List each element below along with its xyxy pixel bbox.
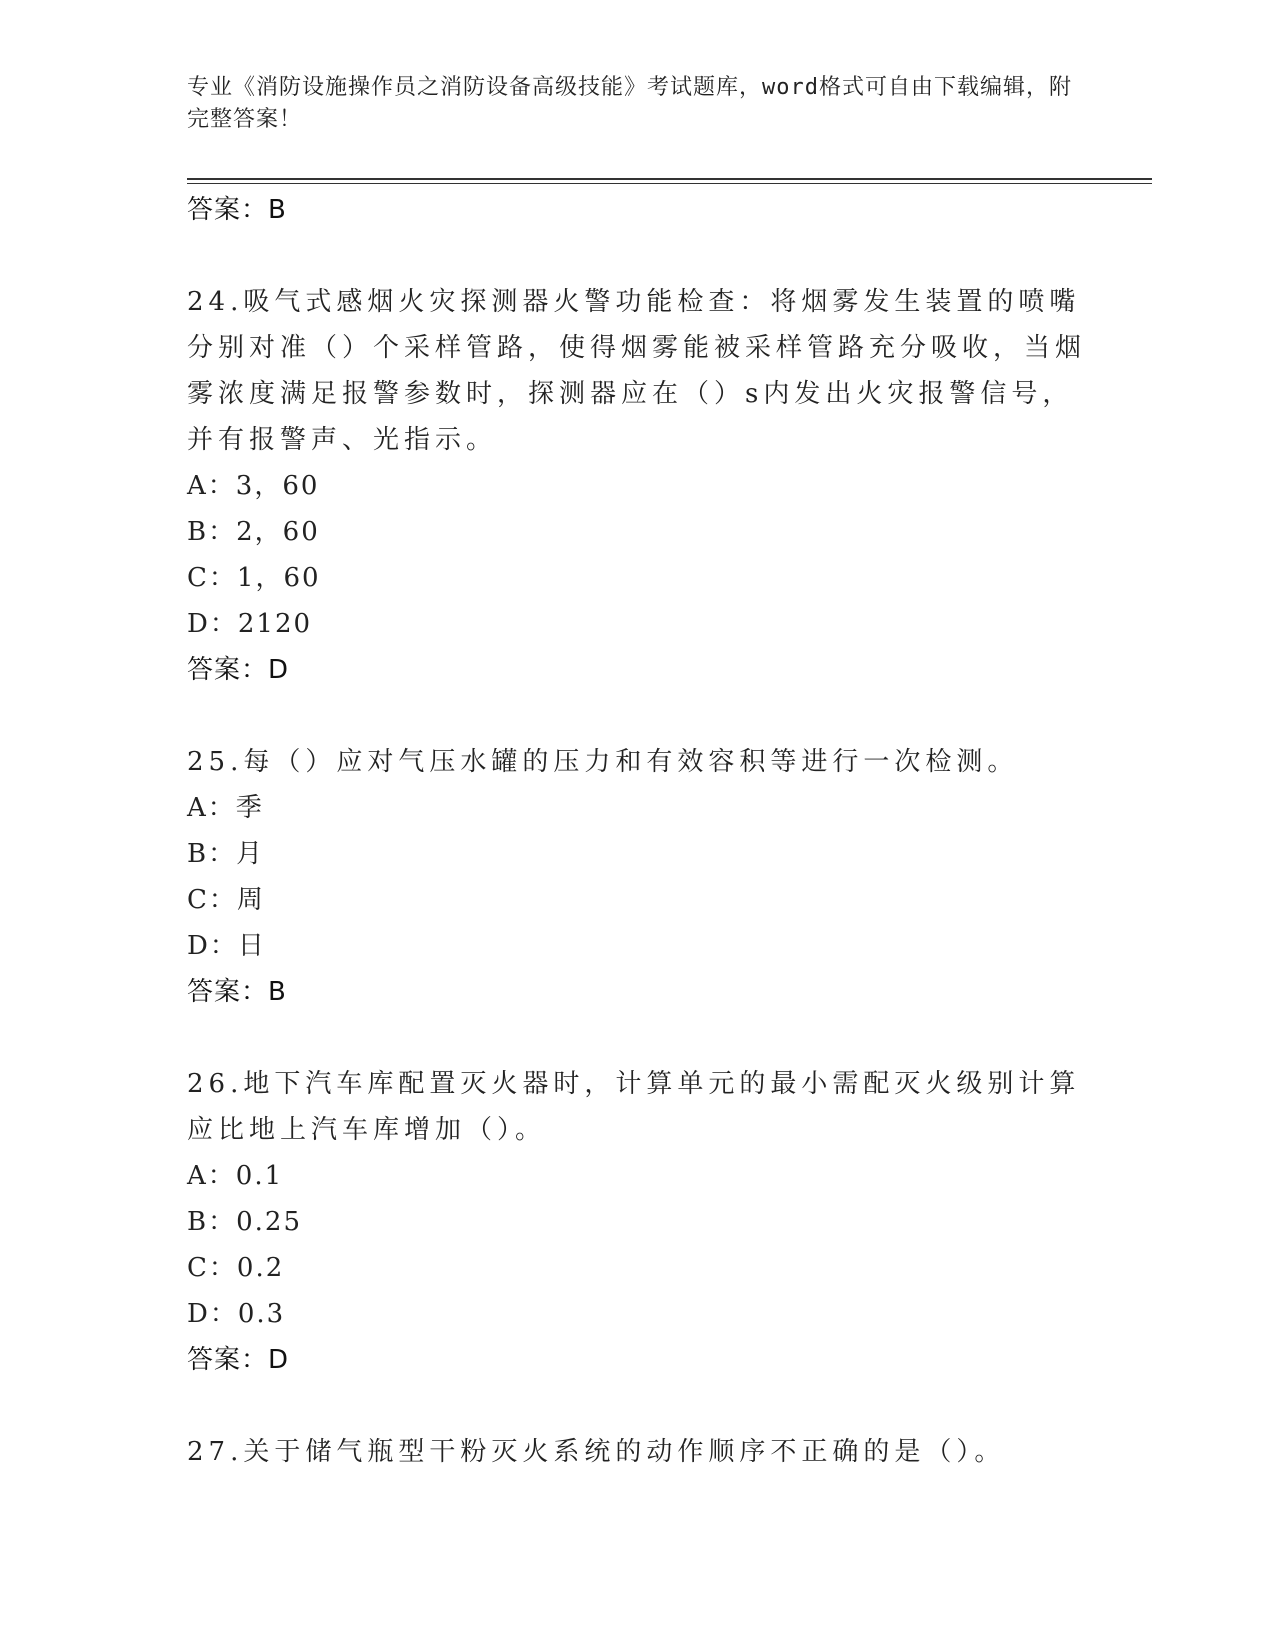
- option-value: 1，60: [236, 563, 321, 593]
- answer-label: 答案：: [187, 655, 269, 685]
- option-key: C：: [187, 1253, 237, 1283]
- question-text: 26.地下汽车库配置灭火器时，计算单元的最小需配灭火级别计算应比地上汽车库增加（）。: [187, 1069, 1081, 1145]
- option-d: [187, 923, 1097, 969]
- option-c: [187, 877, 1097, 923]
- option-b: [187, 509, 1097, 555]
- option-value: 2120: [237, 609, 313, 639]
- question-text: 25.每（）应对气压水罐的压力和有效容积等进行一次检测。: [187, 747, 1019, 777]
- answer-line: [187, 1337, 1097, 1383]
- header-divider: [187, 178, 1152, 184]
- option-c: [187, 1245, 1097, 1291]
- answer-value: B: [268, 195, 287, 225]
- answer-label: 答案：: [187, 195, 269, 225]
- question-24: [187, 279, 1097, 693]
- option-value: 2，60: [236, 517, 320, 547]
- option-value: 0.2: [236, 1253, 285, 1283]
- answer-line: [187, 647, 1097, 693]
- option-key: C：: [187, 563, 237, 593]
- option-key: D：: [187, 931, 238, 961]
- option-d: [187, 601, 1097, 647]
- option-key: A：: [187, 793, 236, 823]
- answer-line: [187, 187, 1097, 233]
- option-key: D：: [187, 609, 238, 639]
- option-a: [187, 1153, 1097, 1199]
- question-text: 24.吸气式感烟火灾探测器火警功能检查：将烟雾发生装置的喷嘴分别对准（）个采样管路，使得烟雾能被采样管路充分吸收，当烟雾浓度满足报警参数时，探测器应在（）s内发出火灾报警信号，并有报警声、光指示。: [187, 287, 1087, 455]
- answer-line: [187, 969, 1097, 1015]
- document-header: 专业《消防设施操作员之消防设备高级技能》考试题库，word格式可自由下载编辑，附完整答案！: [187, 75, 1072, 132]
- question-list: [187, 187, 1097, 1475]
- answer-label: 答案：: [187, 1345, 269, 1375]
- option-value: 0.3: [237, 1299, 286, 1329]
- option-key: C：: [187, 885, 237, 915]
- option-value: 月: [236, 839, 265, 869]
- answer-value: D: [268, 655, 290, 685]
- question-27: [187, 1429, 1097, 1475]
- option-key: B：: [187, 839, 237, 869]
- answer-value: B: [268, 977, 287, 1007]
- option-d: [187, 1291, 1097, 1337]
- answer-value: D: [268, 1345, 290, 1375]
- option-value: 日: [237, 931, 266, 961]
- question-text: 27.关于储气瓶型干粉灭火系统的动作顺序不正确的是（）。: [187, 1437, 1006, 1467]
- option-value: 3，60: [235, 471, 320, 501]
- option-c: [187, 555, 1097, 601]
- option-value: 周: [236, 885, 265, 915]
- question-25: [187, 739, 1097, 1015]
- option-value: 0.25: [236, 1207, 302, 1237]
- option-key: A：: [187, 1161, 236, 1191]
- option-a: [187, 463, 1097, 509]
- option-key: A：: [187, 471, 236, 501]
- option-key: B：: [187, 1207, 237, 1237]
- option-a: [187, 785, 1097, 831]
- option-value: 季: [235, 793, 264, 823]
- option-key: D：: [187, 1299, 238, 1329]
- option-b: [187, 831, 1097, 877]
- option-key: B：: [187, 517, 237, 547]
- option-value: 0.1: [235, 1161, 284, 1191]
- question-26: [187, 1061, 1097, 1383]
- answer-label: 答案：: [187, 977, 269, 1007]
- option-b: [187, 1199, 1097, 1245]
